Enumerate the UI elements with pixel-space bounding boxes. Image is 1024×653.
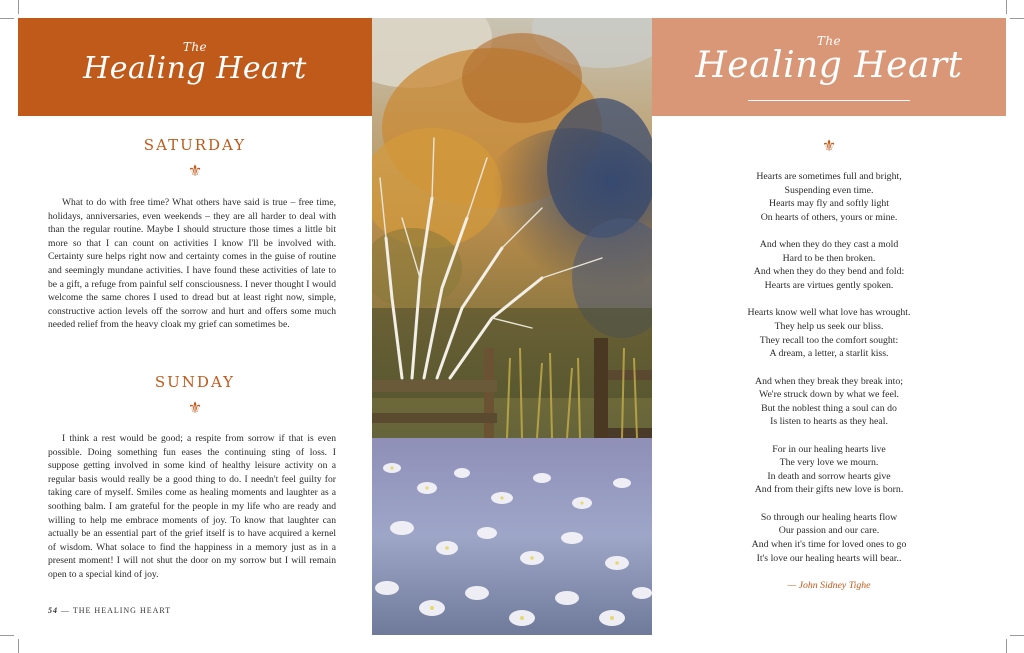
fleur-de-lis-icon: ⚜ <box>187 398 203 417</box>
poem-line: A dream, a letter, a starlit kiss. <box>769 348 889 360</box>
saturday-text: What to do with free time? What others have said is true – free time, holidays, anniversaries, even weekends – they are all harder to deal with than the regular routine. Maybe I should structure those times a little bit more so that I can count on activities I know I'll be involved with. Certainty sure helps right now and certainty comes in the guise of routine and seemingly mundane activities. I have found these activities of late to be a gift, a refuge from painful self consciousness. I never thought I would welcome the same chores I used to dread but at least right now, simple, constructive action levels off the sorrow and hurt and offers some much needed relief from the heavy cloak my grief can sometimes be. <box>48 197 336 331</box>
footer-separator: — <box>61 606 70 615</box>
fleur-de-lis-icon: ⚜ <box>821 136 837 155</box>
page-number: 54 <box>48 606 58 615</box>
crop-mark <box>1010 635 1024 636</box>
poem-line: Suspending even time. <box>784 184 874 196</box>
poem-line: In death and sorrow hearts give <box>767 470 891 482</box>
poem-line: And from their gifts new love is born. <box>754 484 904 496</box>
watercolor-painting <box>372 18 652 635</box>
poem-line: Hearts are sometimes full and bright, <box>756 171 902 182</box>
left-page <box>0 0 372 653</box>
poem-line: Hearts may fly and softly light <box>769 198 889 210</box>
sunday-heading: SUNDAY <box>154 373 236 391</box>
poem-line: We're struck down by what we feel. <box>759 389 899 401</box>
poem-stanza <box>652 238 1006 292</box>
poem-stanza <box>652 170 1006 224</box>
poem-stanza <box>652 375 1006 429</box>
poem-line: On hearts of others, yours or mine. <box>760 211 898 223</box>
title-banner-left <box>18 18 372 116</box>
running-title: THE HEALING HEART <box>72 606 172 615</box>
poem-line: Our passion and our care. <box>778 525 880 537</box>
saturday-heading: SATURDAY <box>143 136 247 154</box>
book-title-logo <box>652 34 1006 84</box>
poem-line: And when it's time for loved ones to go <box>751 539 907 551</box>
fleur-de-lis-icon: ⚜ <box>187 161 203 180</box>
poem-line: But the noblest thing a soul can do <box>761 402 897 414</box>
logo-main: Healing Heart <box>83 51 307 86</box>
poem-stanza <box>652 306 1006 360</box>
poem-attribution: — John Sidney Tighe <box>787 580 871 592</box>
poem-line: They help us seek our bliss. <box>774 320 884 332</box>
page-footer <box>48 606 171 615</box>
poem-line: Hearts are virtues gently spoken. <box>764 279 894 291</box>
logo-the: The <box>182 40 208 54</box>
poem-line: And when they do they cast a mold <box>759 239 899 251</box>
logo-the: The <box>816 34 842 48</box>
poem-line: And when they do they bend and fold: <box>753 266 905 278</box>
poem-line: Hard to be then broken. <box>782 252 876 264</box>
sunday-text: I think a rest would be good; a respite from sorrow if that is even possible. Doing something fun eases the continuing sting of loss. I suppose getting involved in some kind of healthy leisure activity on a regular basis would really be a good thing to do. I needn't feel guilty for taking care of myself. Smiles come as healing moments and laughter as a soothing balm. I am grateful for the people in my life who are ready and willing to help me embrace moments of joy. To know that laughter can actually be an essential part of the grief itself is to have acquired a kernel of wisdom. What solace to find the happiness in a memory just as in a present moment! I will not shut the door on my sorrow but I will remain open to a special kind of joy. <box>48 433 336 580</box>
poem-stanza <box>652 443 1006 497</box>
title-banner-right <box>652 18 1006 116</box>
poem-line: Hearts know well what love has wrought. <box>747 307 911 319</box>
poem-line: For in our healing hearts live <box>772 443 886 455</box>
poem-line: It's love our healing hearts will bear.. <box>756 552 902 564</box>
crop-mark <box>1006 639 1007 653</box>
book-title-logo <box>18 40 372 84</box>
poem-line: They recall too the comfort sought: <box>759 334 899 346</box>
poem-line: So through our healing hearts flow <box>760 511 898 523</box>
logo-underline <box>748 100 910 101</box>
crop-mark <box>1010 18 1024 19</box>
poem-line: The very love we mourn. <box>779 457 879 469</box>
poem-stanza <box>652 511 1006 565</box>
crop-mark <box>1006 0 1007 14</box>
poem-line: And when they break they break into; <box>755 375 903 387</box>
poem-line: Is listen to hearts as they heal. <box>770 416 888 428</box>
poem <box>652 170 1006 593</box>
logo-main: Healing Heart <box>695 45 963 86</box>
